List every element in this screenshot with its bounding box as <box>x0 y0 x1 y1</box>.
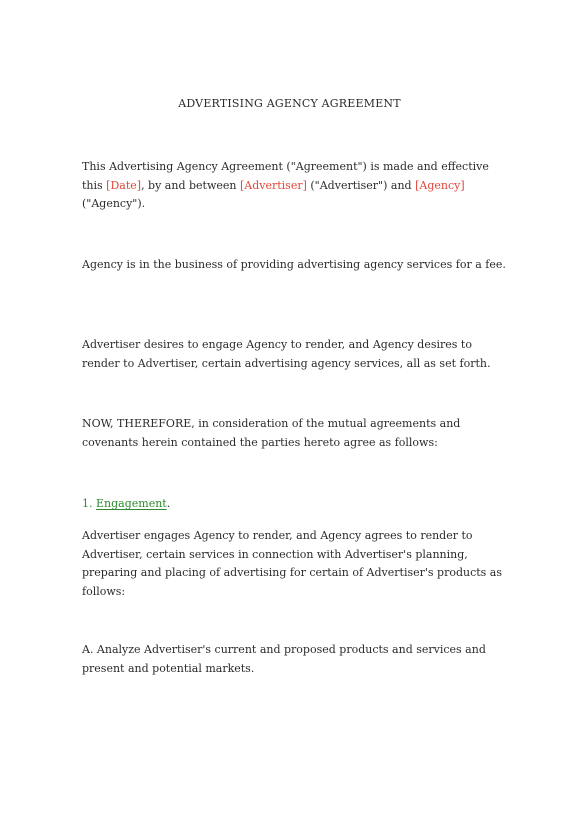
section-1-title-suffix: . <box>166 497 171 510</box>
document-title: ADVERTISING AGENCY AGREEMENT <box>178 97 401 110</box>
section-1-title-link[interactable]: Engagement <box>96 497 167 510</box>
intro-paragraph <box>82 158 507 214</box>
intro-text-1: This Advertising Agency Agreement ("Agreement") is made and effective this <box>82 160 489 192</box>
now-therefore-paragraph: NOW, THEREFORE, in consideration of the mutual agreements and covenants herein contained the parties hereto agree as follows: <box>82 417 461 449</box>
section-1-body: Advertiser engages Agency to render, and Agency agrees to render to Advertiser, certain services in connection with Advertiser's planning, preparing and placing of advertising for certain of Advertiser's products as follows: <box>82 529 503 598</box>
agency-placeholder[interactable]: [Agency] <box>415 178 465 192</box>
intro-text-2: , by and between <box>141 178 240 192</box>
section-1-number: 1. <box>82 497 96 510</box>
intro-text-4: ("Agency"). <box>82 197 146 210</box>
section-1-heading <box>82 495 507 514</box>
intro-text-3: ("Advertiser") and <box>306 178 416 192</box>
advertiser-placeholder[interactable]: [Advertiser] <box>239 178 307 192</box>
item-a-paragraph: A. Analyze Advertiser's current and proposed products and services and present and potential markets. <box>82 643 486 675</box>
date-placeholder[interactable]: [Date] <box>106 178 142 192</box>
business-paragraph: Agency is in the business of providing advertising agency services for a fee. <box>82 258 506 271</box>
desire-paragraph: Advertiser desires to engage Agency to render, and Agency desires to render to Advertiser, certain advertising agency services, all as set forth. <box>82 338 491 370</box>
